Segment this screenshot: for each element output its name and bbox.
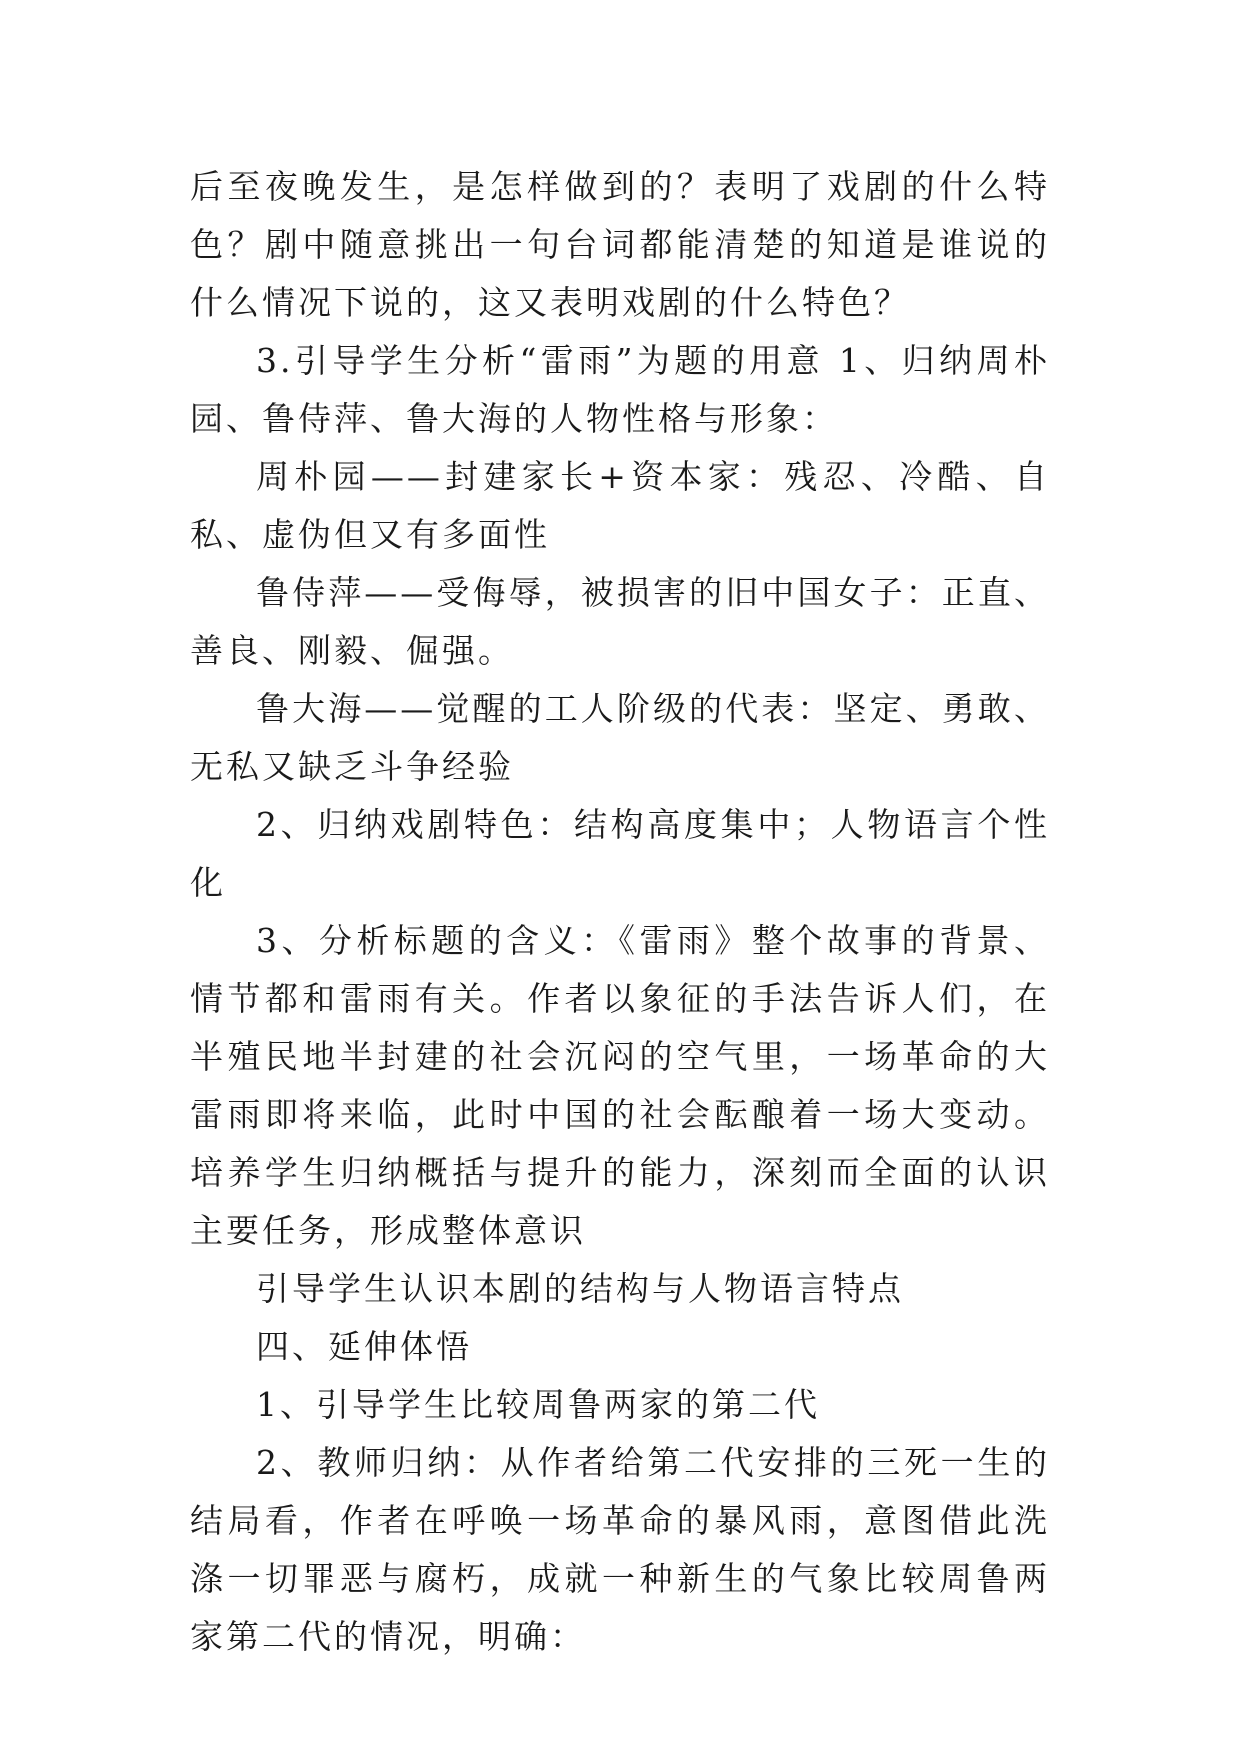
paragraph-2: 3.引导学生分析“雷雨”为题的用意 1、归纳周朴园、鲁侍萍、鲁大海的人物性格与形象： — [190, 341, 1050, 438]
paragraph-4: 鲁侍萍——受侮辱，被损害的旧中国女子：正直、善良、刚毅、倔强。 — [190, 573, 1050, 670]
paragraph-5: 鲁大海——觉醒的工人阶级的代表：坚定、勇敢、无私又缺乏斗争经验 — [190, 689, 1050, 786]
paragraph-10: 1、引导学生比较周鲁两家的第二代 — [256, 1385, 820, 1424]
paragraph-8: 引导学生认识本剧的结构与人物语言特点 — [256, 1269, 904, 1308]
section-heading: 四、延伸体悟 — [256, 1327, 472, 1366]
paragraph-11: 2、教师归纳：从作者给第二代安排的三死一生的结局看，作者在呼唤一场革命的暴风雨，意图借此洗涤一切罪恶与腐朽，成就一种新生的气象比较周鲁两家第二代的情况，明确： — [190, 1443, 1050, 1656]
paragraph-3: 周朴园——封建家长+资本家：残忍、冷酷、自私、虚伪但又有多面性 — [190, 457, 1050, 554]
paragraph-1: 后至夜晚发生，是怎样做到的？表明了戏剧的什么特色？剧中随意挑出一句台词都能清楚的知道是谁说的什么情况下说的，这又表明戏剧的什么特色？ — [190, 167, 1050, 322]
paragraph-6: 2、归纳戏剧特色：结构高度集中；人物语言个性化 — [190, 805, 1050, 902]
document-body — [190, 158, 1050, 1666]
paragraph-7: 3、分析标题的含义：《雷雨》整个故事的背景、情节都和雷雨有关。作者以象征的手法告诉人们，在半殖民地半封建的社会沉闷的空气里，一场革命的大雷雨即将来临，此时中国的社会酝酿着一场大变动。培养学生归纳概括与提升的能力，深刻而全面的认识主要任务，形成整体意识 — [190, 921, 1050, 1250]
